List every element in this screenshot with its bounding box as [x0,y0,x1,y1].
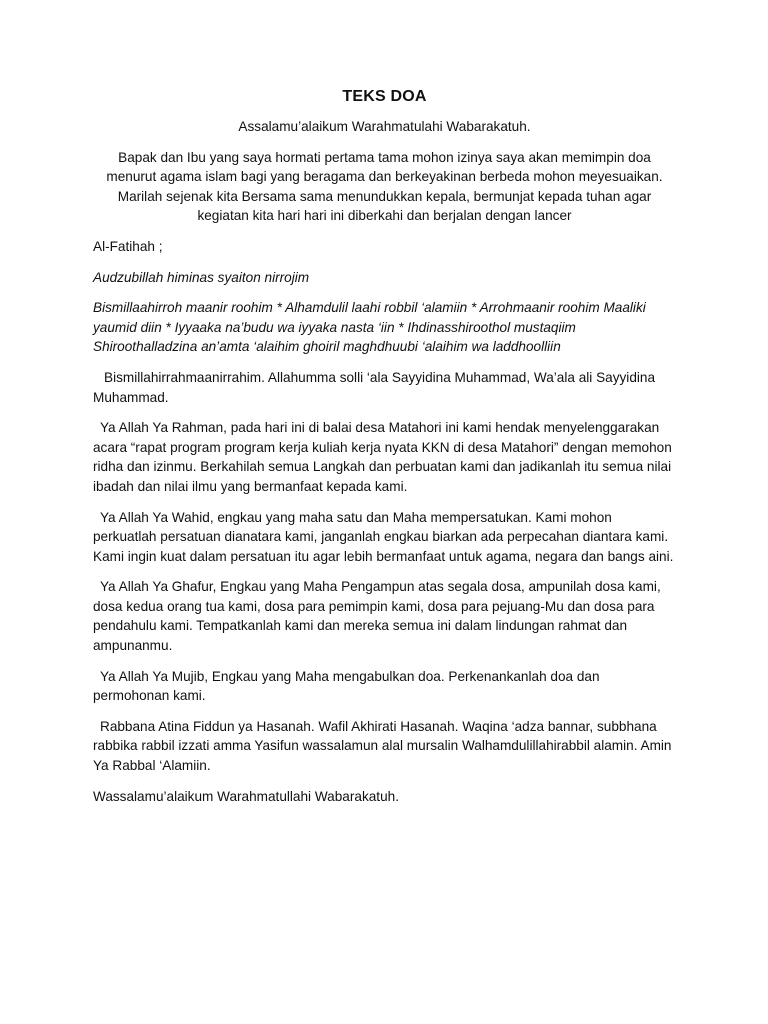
fatihah-label: Al-Fatihah ; [93,238,163,254]
prayer-paragraph-6: Rabbana Atina Fiddun ya Hasanah. Wafil Akhirati Hasanah. Waqina ‘adza bannar, subbhana rabbika rabbil izzati amma Yasifun wassalamun alal mursalin Walhamdulillahirabbil alamin. Amin Ya Rabbal ‘Alamiin. [93,718,672,774]
prayer-paragraph-3: Ya Allah Ya Wahid, engkau yang maha satu dan Maha mempersatukan. Kami mohon perkuatlah persatuan dianatara kami, janganlah engkau biarkan ada perpecahan diantara kami. Kami ingin kuat dalam persatuan itu agar lebih bermanfaat untuk agama, negara dan bangs aini. [93,509,674,564]
prayer-paragraph-2: Ya Allah Ya Rahman, pada hari ini di balai desa Matahori ini kami hendak menyelenggarakan acara “rapat program program kerja kuliah kerja nyata KKN di desa Matahori” dengan memohon ridha dan izinmu. Berkahilah semua Langkah dan perbuatan kami dan jadikanlah itu semua nilai ibadah dan nilai ilmu yang bermanfaat kepada kami. [93,420,672,494]
prayer-paragraph-5: Ya Allah Ya Mujib, Engkau yang Maha mengabulkan doa. Perkenankanlah doa dan permohonan kami. [93,668,600,704]
fatihah-text: Bismillaahirroh maanir roohim * Alhamdulil laahi robbil ‘alamiin * Arrohmaanir roohim Maaliki yaumid diin * Iyyaaka na’budu wa iyyaka nasta ‘iin * Ihdinasshiroothol mustaqiim Shiroothalladzina an’amta ‘alaihim ghoiril maghdhuubi ‘alaihim wa laddhoolliin [93,300,646,355]
intro-paragraph: Bapak dan Ibu yang saya hormati pertama tama mohon izinya saya akan memimpin doa menurut agama islam bagi yang beragama dan berkeyakinan berbeda mohon meyesuaikan. Marilah sejenak kita Bersama sama menundukkan kepala, bermunjat kepada tuhan agar kegiatan kita hari hari ini diberkahi dan berjalan dengan lancer [106,149,663,224]
document-page [93,88,676,806]
prayer-paragraph-1: Bismillahirrahmaanirrahim. Allahumma solli ‘ala Sayyidina Muhammad, Wa’ala ali Sayyidina Muhammad. [93,369,656,405]
greeting: Assalamu’alaikum Warahmatulahi Wabarakatuh. [238,119,531,134]
document-title: TEKS DOA [342,88,427,105]
prayer-paragraph-4: Ya Allah Ya Ghafur, Engkau yang Maha Pengampun atas segala dosa, ampunilah dosa kami, dosa kedua orang tua kami, dosa para pemimpin kami, dosa para pejuang-Mu dan dosa para pendahulu kami. Tempatkanlah kami dan mereka semua ini dalam lindungan rahmat dan ampunanmu. [93,579,661,654]
audzubillah-line: Audzubillah himinas syaiton nirrojim [93,269,310,285]
closing-greeting: Wassalamu’alaikum Warahmatullahi Wabarakatuh. [93,788,399,804]
